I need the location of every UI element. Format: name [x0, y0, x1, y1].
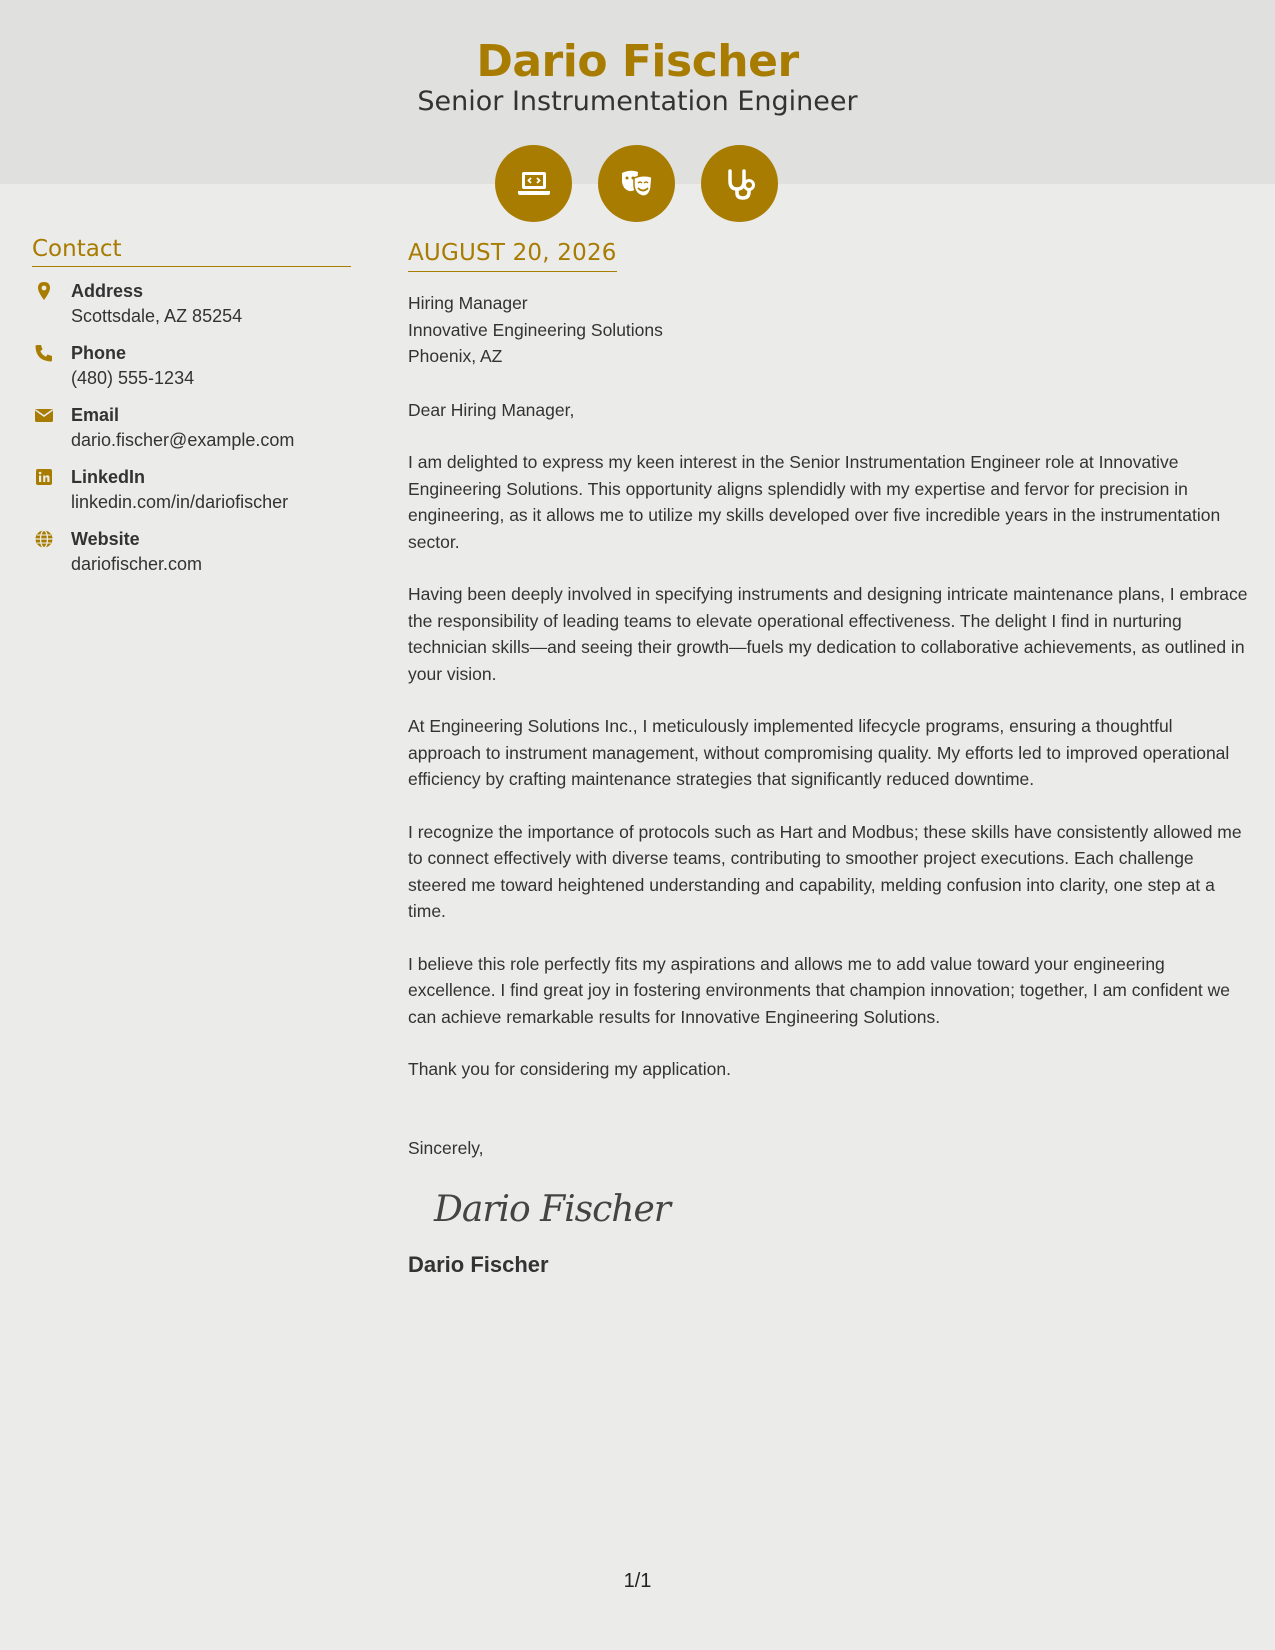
signature: Dario Fischer [434, 1189, 670, 1230]
paragraph: Having been deeply involved in specifying instruments and designing intricate maintenance plans, I embrace the responsibility of leading teams to elevate operational effectiveness. The delight I find in nurturing technician skills—and seeing their growth—fuels my dedication to collaborative achievements, as outlined in your vision. [408, 584, 1248, 684]
website-value[interactable]: dariofischer.com [71, 554, 203, 574]
paragraph: I believe this role perfectly fits my aspirations and allows me to add value toward your engineering excellence. I find great joy in fostering environments that champion innovation; together, I am confident we can achieve remarkable results for Innovative Engineering Solutions. [408, 953, 1231, 1027]
website-label: Website [71, 529, 140, 549]
signer-name: Dario Fischer [408, 1252, 549, 1277]
salutation: Dear Hiring Manager, [408, 399, 575, 420]
contact-linkedin [32, 465, 351, 515]
paragraph: I am delighted to express my keen interest in the Senior Instrumentation Engineer role at Innovative Engineering Solutions. This opportunity aligns splendidly with my expertise and fervor for precision in engineering, as it allows me to utilize my skills developed over five incredible years in the instrumentation sector. [408, 452, 1221, 552]
address-value: Scottsdale, AZ 85254 [71, 306, 243, 326]
theater-masks-icon [598, 145, 675, 222]
contact-heading: Contact [32, 236, 351, 267]
job-title: Senior Instrumentation Engineer [417, 86, 858, 117]
linkedin-label: LinkedIn [71, 467, 146, 487]
email-value: dario.fischer@example.com [71, 430, 295, 450]
letter-date: AUGUST 20, 2026 [408, 240, 617, 272]
linkedin-icon [34, 467, 54, 487]
email-label: Email [71, 405, 120, 425]
paragraph: I recognize the importance of protocols such as Hart and Modbus; these skills have consistently allowed me to connect effectively with diverse teams, contributing to smoother project executions. Each challenge steered me toward heightened understanding and capability, melding confusion into clarity, one step at a time. [408, 821, 1242, 921]
phone-value: (480) 555-1234 [71, 368, 195, 388]
globe-icon [34, 529, 54, 549]
letter-body [408, 240, 1248, 1278]
contact-phone [32, 341, 351, 391]
closing: Sincerely, [408, 1137, 484, 1158]
linkedin-value[interactable]: linkedin.com/in/dariofischer [71, 492, 289, 512]
address-label: Address [71, 281, 144, 301]
laptop-code-icon [495, 145, 572, 222]
contact-email [32, 403, 351, 453]
recipient-company: Innovative Engineering Solutions [408, 319, 663, 340]
candidate-name: Dario Fischer [476, 36, 799, 87]
phone-label: Phone [71, 343, 127, 363]
location-pin-icon [34, 281, 54, 301]
contact-website [32, 527, 351, 577]
phone-icon [34, 343, 54, 363]
envelope-icon [34, 405, 54, 425]
paragraph: At Engineering Solutions Inc., I meticulously implemented lifecycle programs, ensuring a thoughtful approach to instrument management, without compromising quality. My efforts led to improved operational efficiency by crafting maintenance strategies that significantly reduced downtime. [408, 716, 1230, 789]
stethoscope-icon [701, 145, 778, 222]
recipient-block [408, 290, 1248, 370]
recipient-name: Hiring Manager [408, 293, 528, 313]
paragraph: Thank you for considering my application. [408, 1059, 731, 1079]
recipient-location: Phoenix, AZ [408, 346, 503, 366]
contact-address [32, 279, 351, 329]
hobby-icons [495, 145, 778, 222]
contact-sidebar [32, 236, 351, 577]
page-number: 1/1 [623, 1570, 652, 1592]
